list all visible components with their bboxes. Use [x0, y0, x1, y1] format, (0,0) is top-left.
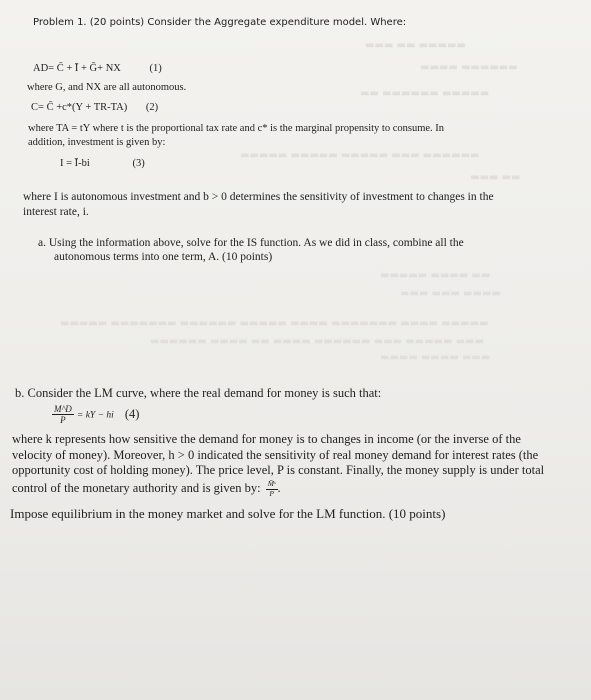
eq3-rhs: Ī-bi [74, 158, 90, 169]
eq4-rhs: = kY − hi [76, 410, 114, 421]
equation-1 [33, 63, 162, 75]
lm-line-3: opportunity cost of holding money). The price level, P is constant. Finally, the money supply is under total [12, 463, 545, 477]
equation-4 [52, 404, 139, 426]
lm-line-4-text: control of the monetary authority and is given by: [12, 481, 261, 495]
investment-line-2: interest rate, i. [23, 206, 89, 218]
lm-line-4 [12, 480, 281, 498]
eq2-lhs: C= [31, 102, 44, 113]
autonomous-note: where G, and NX are all autonomous. [27, 82, 187, 93]
part-a-line-2: autonomous terms into one term, A. (10 points) [54, 251, 273, 263]
problem-title: Problem 1. (20 points) Consider the Aggregate expenditure model. Where: [33, 17, 407, 28]
lm-line-2: velocity of money). Moreover, h > 0 indicated the sensitivity of real money demand for interest rates (the [12, 448, 539, 462]
eq1-lhs: AD= [33, 63, 55, 74]
eq4-denominator: P [60, 415, 66, 426]
ms-period: . [277, 481, 281, 495]
money-demand-fraction [52, 404, 74, 426]
eq4-numerator: M^D [54, 404, 72, 414]
ms-numerator: M̄ˢ [267, 479, 276, 488]
money-supply-fraction [266, 480, 278, 498]
tax-line-1: where TA = tY where t is the proportional tax rate and c* is the marginal propensity to consume. In [28, 123, 445, 134]
part-b-intro: b. Consider the LM curve, where the real demand for money is such that: [15, 386, 382, 400]
impose-equilibrium: Impose equilibrium in the money market and solve for the LM function. (10 points) [10, 506, 446, 521]
equation-3 [60, 158, 145, 170]
investment-line-1: where I is autonomous investment and b > 0 determines the sensitivity of investment to changes in the [23, 191, 494, 203]
eq4-tag: (4) [124, 406, 140, 421]
eq2-rhs: C̄ +c*(Y + TR-TA) [46, 102, 128, 113]
lm-line-1: where k represents how sensitive the demand for money is to changes in income (or the inverse of the [12, 432, 521, 446]
ms-denominator: P [269, 488, 274, 498]
eq1-rhs: C̄ + Ī + Ḡ+ NX [56, 63, 121, 74]
eq3-tag: (3) [132, 158, 145, 169]
eq2-tag: (2) [145, 102, 159, 113]
part-a-line-1: a. Using the information above, solve for the IS function. As we did in class, combine all the [38, 237, 464, 249]
equation-2 [31, 102, 158, 114]
eq3-lhs: I = [60, 158, 73, 169]
eq1-tag: (1) [149, 63, 162, 74]
tax-line-2: addition, investment is given by: [28, 137, 166, 148]
